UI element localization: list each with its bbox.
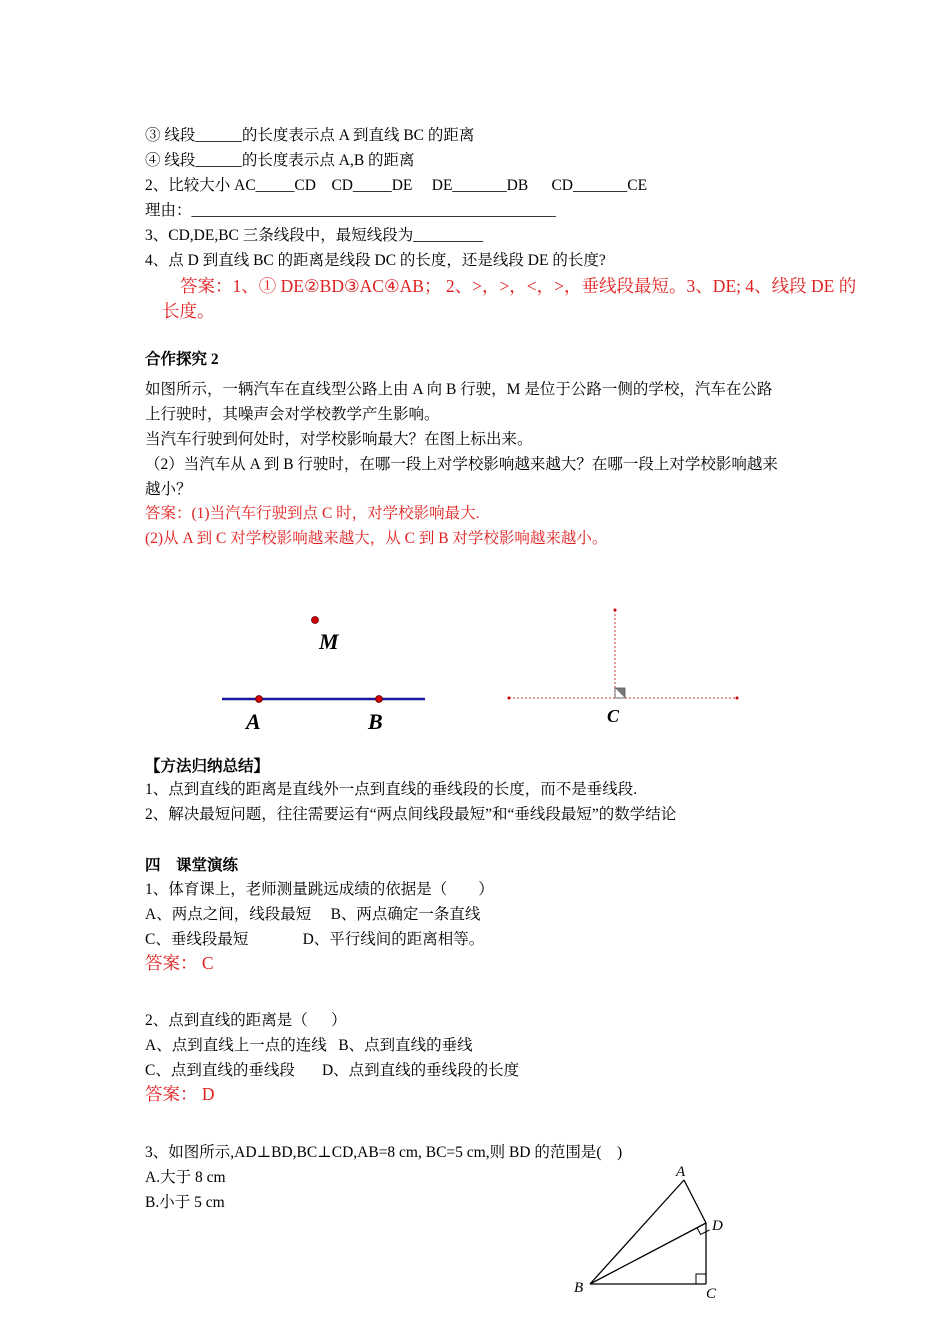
endpoint-dot xyxy=(614,609,617,612)
answer-text: (2)从 A 到 C 对学校影响越来越大，从 C 到 B 对学校影响越来越小。 xyxy=(145,530,608,547)
segment-bd xyxy=(590,1223,706,1284)
label-c: C xyxy=(706,1286,717,1302)
triangle-figure xyxy=(565,1155,735,1305)
answer-text: 答案：(1)当汽车行驶到点 C 时，对学校影响最大. xyxy=(145,505,480,522)
text-line: A.大于 8 cm xyxy=(145,1169,226,1186)
segment-ab xyxy=(590,1180,684,1284)
endpoint-dot xyxy=(736,697,739,700)
text-line: 当汽车行驶到何处时，对学校影响最大？在图上标出来。 xyxy=(145,431,533,448)
perpendicular-figure xyxy=(505,602,745,732)
text-line: A、点到直线上一点的连线 B、点到直线的垂线 xyxy=(145,1037,473,1054)
text-line: （2）当汽车从 A 到 B 行驶时，在哪一段上对学校影响越来越大？在哪一段上对学校影响越来 xyxy=(145,456,778,473)
answer-text: 答案：1、① DE②BD③AC④AB； 2、>，>，<，>，垂线段最短。3、DE; 4、线段 DE 的 xyxy=(180,276,857,296)
text-line: 越小？ xyxy=(145,481,192,498)
answer-text: 答案： C xyxy=(145,953,214,973)
text-line: C、点到直线的垂线段 D、点到直线的垂线段的长度 xyxy=(145,1062,520,1079)
text-line: ③ 线段______的长度表示点 A 到直线 BC 的距离 xyxy=(145,127,475,144)
text-line: 2、解决最短问题，往往需要运有“两点间线段最短”和“垂线段最短”的数学结论 xyxy=(145,806,677,823)
text-line: 1、体育课上，老师测量跳远成绩的依据是（ ） xyxy=(145,881,494,898)
point-a xyxy=(256,696,263,703)
text-line: 理由：_______________________________________________ xyxy=(145,202,556,219)
text-line: ④ 线段______的长度表示点 A,B 的距离 xyxy=(145,152,415,169)
label-m: M xyxy=(319,629,339,654)
text-line: 3、如图所示,AD⊥BD,BC⊥CD,AB=8 cm, BC=5 cm,则 BD 的范围是( ) xyxy=(145,1144,623,1161)
answer-text: 答案： D xyxy=(145,1084,215,1104)
section-heading: 四 课堂演练 xyxy=(145,857,239,874)
endpoint-dot xyxy=(508,697,511,700)
text-line: 3、CD,DE,BC 三条线段中，最短线段为_________ xyxy=(145,227,483,244)
right-angle-d xyxy=(697,1228,710,1235)
label-a: A xyxy=(676,1164,686,1180)
label-c: C xyxy=(607,706,620,726)
text-line: C、垂线段最短 D、平行线间的距离相等。 xyxy=(145,931,485,948)
text-line: A、两点之间，线段最短 B、两点确定一条直线 xyxy=(145,906,481,923)
point-m xyxy=(312,617,319,624)
label-d: D xyxy=(712,1218,723,1234)
section-heading: 合作探究 2 xyxy=(145,351,219,368)
text-line: B.小于 5 cm xyxy=(145,1194,225,1211)
segment-ad xyxy=(684,1180,706,1223)
answer-text: 长度。 xyxy=(162,301,215,321)
text-line: 2、比较大小 AC_____CD CD_____DE DE_______DB CD_______CE xyxy=(145,177,648,194)
text-line: 4、点 D 到直线 BC 的距离是线段 DC 的长度，还是线段 DE 的长度? xyxy=(145,252,606,269)
right-angle-c xyxy=(696,1274,706,1284)
text-line: 2、点到直线的距离是（ ） xyxy=(145,1012,347,1029)
road-figure xyxy=(215,605,435,735)
text-line: 如图所示，一辆汽车在直线型公路上由 A 向 B 行驶，M 是位于公路一侧的学校，汽车在公路 xyxy=(145,381,773,398)
label-b: B xyxy=(368,709,383,734)
section-heading: 【方法归纳总结】 xyxy=(145,758,270,775)
label-b: B xyxy=(574,1280,584,1296)
text-line: 上行驶时，其噪声会对学校教学产生影响。 xyxy=(145,406,440,423)
point-b xyxy=(376,696,383,703)
text-line: 1、点到直线的距离是直线外一点到直线的垂线段的长度，而不是垂线段. xyxy=(145,781,638,798)
right-angle-mark xyxy=(615,688,625,698)
label-a: A xyxy=(246,709,261,734)
